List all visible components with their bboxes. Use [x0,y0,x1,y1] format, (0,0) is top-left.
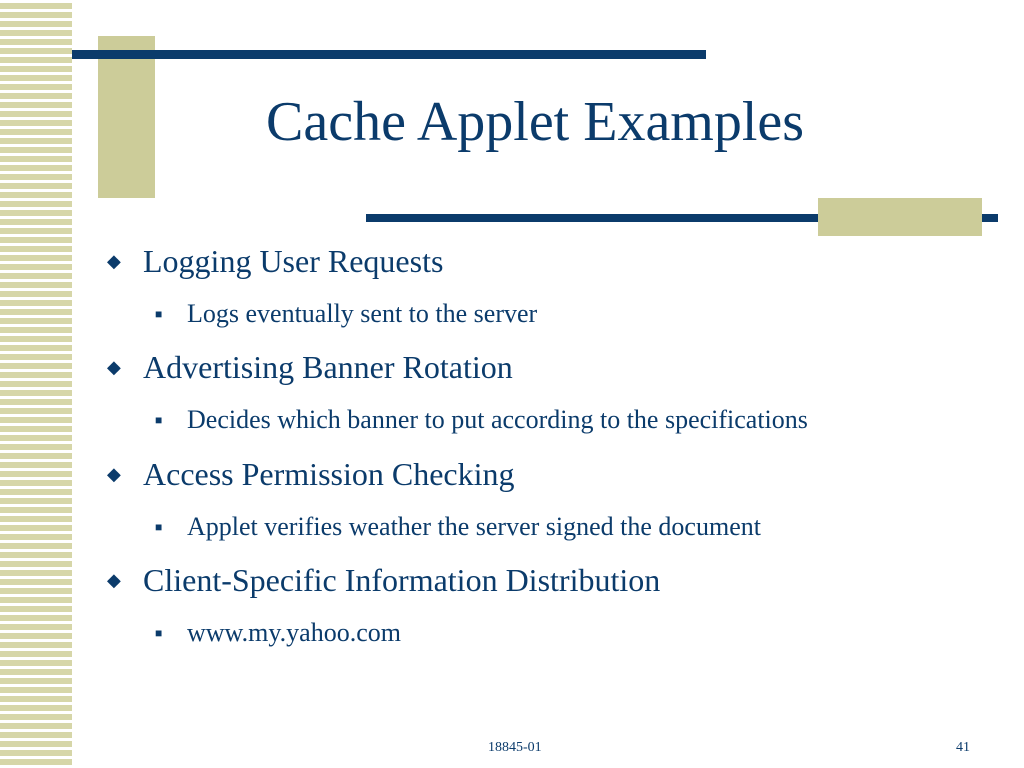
square-bullet-icon: ■ [155,520,163,534]
sub-bullet-text: Logs eventually sent to the server [187,299,538,328]
bullet-text: Logging User Requests [143,243,444,279]
sub-bullet-item [155,299,537,329]
sub-bullet-item [155,618,401,648]
diamond-bullet-icon: ◆ [107,251,121,271]
bullet-item [107,243,443,280]
bullet-item [107,456,515,493]
bullet-item [107,349,513,386]
sub-bullet-item [155,405,808,435]
square-bullet-icon: ■ [155,307,163,321]
diamond-bullet-icon: ◆ [107,570,121,590]
slide-title: Cache Applet Examples [266,91,805,153]
diamond-bullet-icon: ◆ [107,357,121,377]
square-bullet-icon: ■ [155,626,163,640]
sub-bullet-item [155,512,761,542]
sub-bullet-text: Decides which banner to put according to the specifications [187,405,808,434]
bullet-item [107,562,660,599]
bullet-text: Client-Specific Information Distribution [143,562,661,598]
sub-bullet-text: Applet verifies weather the server signed the document [187,512,761,541]
diamond-bullet-icon: ◆ [107,464,121,484]
bullet-text: Advertising Banner Rotation [143,349,513,385]
footer-course-code: 18845-01 [488,740,542,755]
sub-bullet-text: www.my.yahoo.com [187,618,401,647]
bullet-text: Access Permission Checking [143,456,515,492]
square-bullet-icon: ■ [155,413,163,427]
footer-page-number: 41 [956,740,970,755]
